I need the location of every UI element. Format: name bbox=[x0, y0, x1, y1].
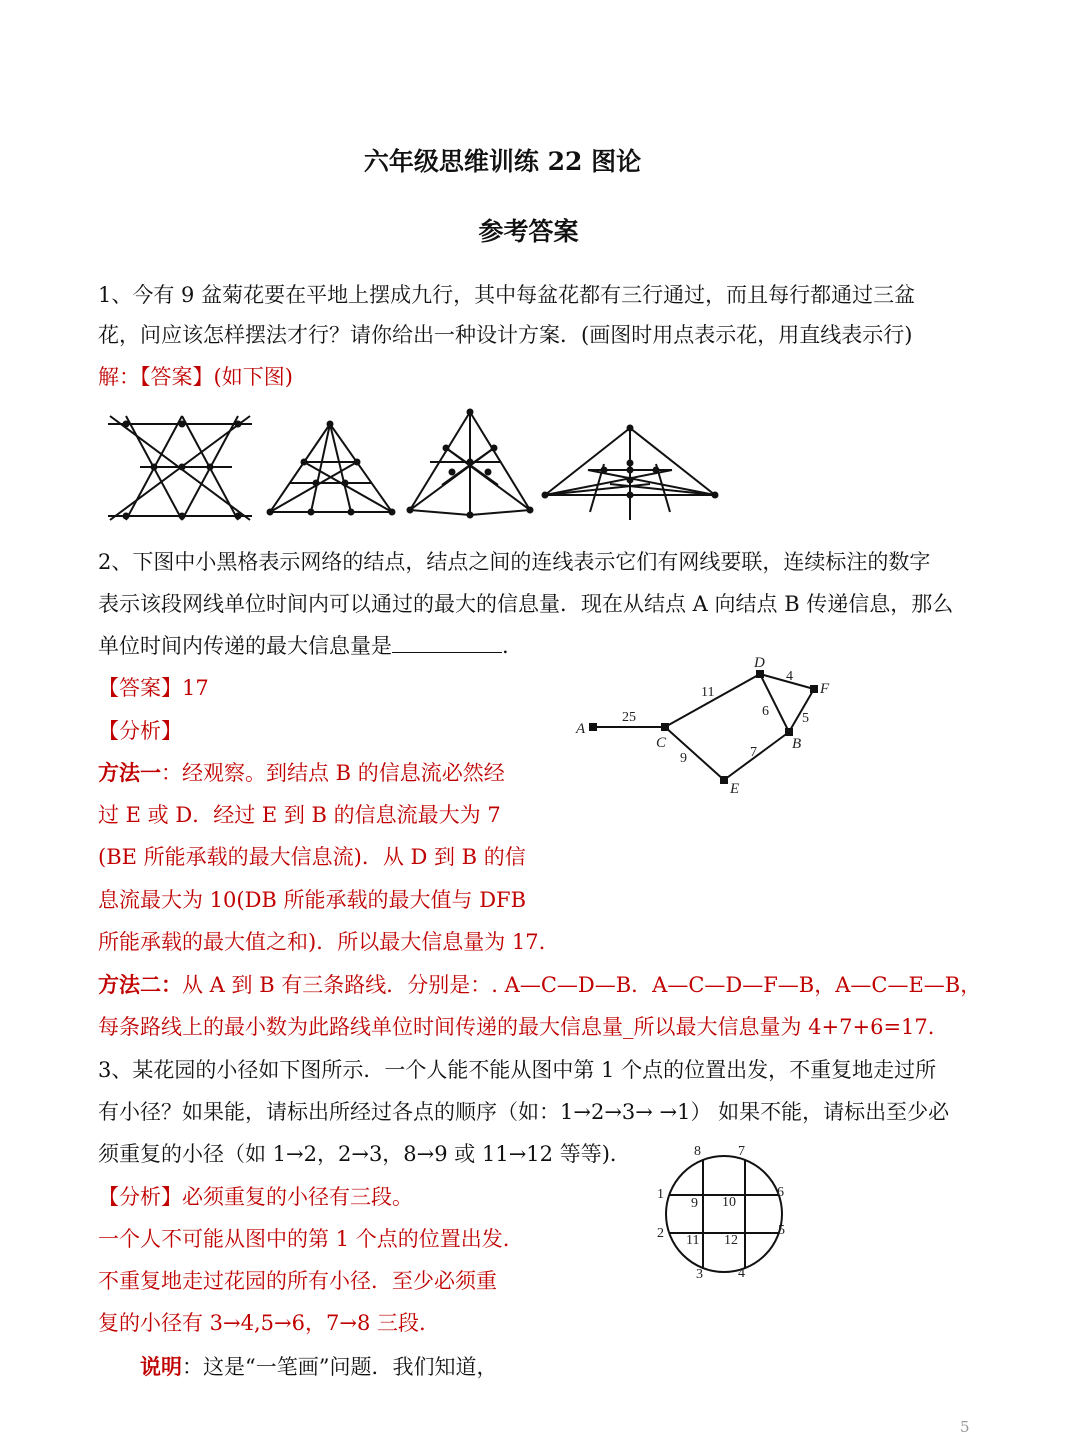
q3-text-line1: 3、某花园的小径如下图所示．一个人能不能从图中第 1 个点的位置出发，不重复地走过所 bbox=[98, 1058, 937, 1082]
network-graph bbox=[570, 655, 850, 795]
page-subtitle: 参考答案 bbox=[478, 217, 579, 246]
q2-answer: 【答案】17 bbox=[98, 676, 209, 700]
garden-paths-figure bbox=[650, 1138, 810, 1288]
node-e bbox=[720, 776, 728, 784]
q3-analysis: 【分析】必须重复的小径有三段。 bbox=[98, 1185, 413, 1209]
point-5: 5 bbox=[778, 1223, 785, 1238]
q2-method1-line5: 所能承载的最大值之和)．所以最大信息量为 17. bbox=[98, 930, 546, 954]
method2-label: 方法二： bbox=[98, 972, 182, 997]
edge-label-cd: 11 bbox=[701, 685, 715, 700]
q3-answer-line2: 不重复地走过花园的所有小径．至少必须重 bbox=[98, 1269, 497, 1293]
node-label-f: F bbox=[820, 681, 830, 697]
point-11: 11 bbox=[686, 1233, 700, 1248]
q2-text-line3 bbox=[98, 631, 509, 661]
method1-label: 方法一 bbox=[98, 760, 161, 785]
node-b bbox=[785, 728, 793, 736]
node-label-d: D bbox=[754, 655, 765, 671]
q1-text-line1: 1、今有 9 盆菊花要在平地上摆成九行，其中每盆花都有三行通过，而且每行都通过三盆 bbox=[98, 283, 916, 307]
q2-method2-line2: 每条路线上的最小数为此路线单位时间传递的最大信息量_所以最大信息量为 4+7+6=17. bbox=[98, 1015, 935, 1039]
node-label-b: B bbox=[792, 736, 802, 752]
q3-answer-line1: 一个人不可能从图中的第 1 个点的位置出发. bbox=[98, 1227, 510, 1251]
q2-text-line2: 表示该段网线单位时间内可以通过的最大的信息量．现在从结点 A 向结点 B 传递信息，那么 bbox=[98, 592, 954, 616]
point-9: 9 bbox=[691, 1196, 698, 1211]
point-10: 10 bbox=[722, 1195, 736, 1210]
q2-method1-line2: 过 E 或 D．经过 E 到 B 的信息流最大为 7 bbox=[98, 803, 501, 827]
point-6: 6 bbox=[777, 1185, 784, 1200]
point-3: 3 bbox=[696, 1267, 703, 1282]
edge-label-eb: 7 bbox=[750, 745, 757, 760]
q3-answer-line3: 复的小径有 3→4,5→6，7→8 三段. bbox=[98, 1311, 426, 1335]
point-12: 12 bbox=[724, 1233, 738, 1248]
edge-label-fb: 5 bbox=[802, 711, 809, 726]
method1-text: ：经观察。到结点 B 的信息流必然经 bbox=[161, 761, 505, 785]
q2-method1-line4: 息流最大为 10(DB 所能承载的最大值与 DFB bbox=[98, 888, 527, 912]
q1-answer: 解：【答案】(如下图) bbox=[98, 365, 293, 389]
garden-circle bbox=[666, 1156, 782, 1272]
point-7: 7 bbox=[738, 1144, 745, 1159]
q1-figure-4 bbox=[545, 428, 715, 520]
q1-figure-2-dots bbox=[267, 421, 396, 516]
note-text: ：这是“一笔画”问题．我们知道， bbox=[182, 1355, 498, 1379]
edge-ce bbox=[665, 727, 724, 780]
q2-text-line1: 2、下图中小黑格表示网络的结点，结点之间的连线表示它们有网线要联，连续标注的数字 bbox=[98, 550, 931, 574]
q1-text-line2: 花，问应该怎样摆法才行？请你给出一种设计方案．(画图时用点表示花，用直线表示行) bbox=[98, 323, 913, 347]
node-c bbox=[661, 723, 669, 731]
answer-blank bbox=[392, 634, 502, 653]
edge-label-df: 4 bbox=[786, 669, 793, 684]
edge-label-ce: 9 bbox=[680, 751, 687, 766]
q3-text-line2: 有小径？如果能，请标出所经过各点的顺序（如：1→2→3→ →1） 如果不能，请标出至少必 bbox=[98, 1100, 950, 1124]
q2-method1-line3: (BE 所能承载的最大信息流)．从 D 到 B 的信 bbox=[98, 845, 526, 869]
node-f bbox=[810, 685, 818, 693]
edge-label-ac: 25 bbox=[622, 710, 636, 725]
point-4: 4 bbox=[738, 1266, 745, 1281]
note-label: 说明 bbox=[140, 1354, 182, 1379]
page-number: 5 bbox=[960, 1418, 970, 1436]
node-label-e: E bbox=[730, 781, 740, 797]
point-1: 1 bbox=[657, 1187, 664, 1202]
node-d bbox=[756, 670, 764, 678]
q2-method2-line1 bbox=[98, 970, 981, 1000]
q2-analysis-label: 【分析】 bbox=[98, 719, 182, 743]
edge-db bbox=[760, 674, 789, 732]
page-title: 六年级思维训练 22 图论 bbox=[363, 147, 642, 176]
q1-figures bbox=[0, 400, 1080, 540]
edge-label-db: 6 bbox=[762, 704, 769, 719]
q3-text-line3: 须重复的小径（如 1→2，2→3，8→9 或 11→12 等等)． bbox=[98, 1142, 631, 1166]
node-label-a: A bbox=[576, 721, 586, 737]
method2-text: 从 A 到 B 有三条路线．分别是：. A—C—D—B．A—C—D—F—B，A—C—E—B， bbox=[182, 973, 982, 997]
q2-text-line3-start: 单位时间内传递的最大信息量是 bbox=[98, 634, 392, 658]
q2-method1-line1 bbox=[98, 758, 505, 788]
q3-note bbox=[140, 1352, 497, 1382]
q1-figure-2 bbox=[270, 424, 392, 512]
node-label-c: C bbox=[656, 735, 667, 751]
q2-text-line3-end: . bbox=[502, 634, 509, 658]
point-8: 8 bbox=[694, 1144, 701, 1159]
edge-cd bbox=[665, 674, 760, 727]
point-2: 2 bbox=[657, 1226, 664, 1241]
node-a bbox=[589, 723, 597, 731]
